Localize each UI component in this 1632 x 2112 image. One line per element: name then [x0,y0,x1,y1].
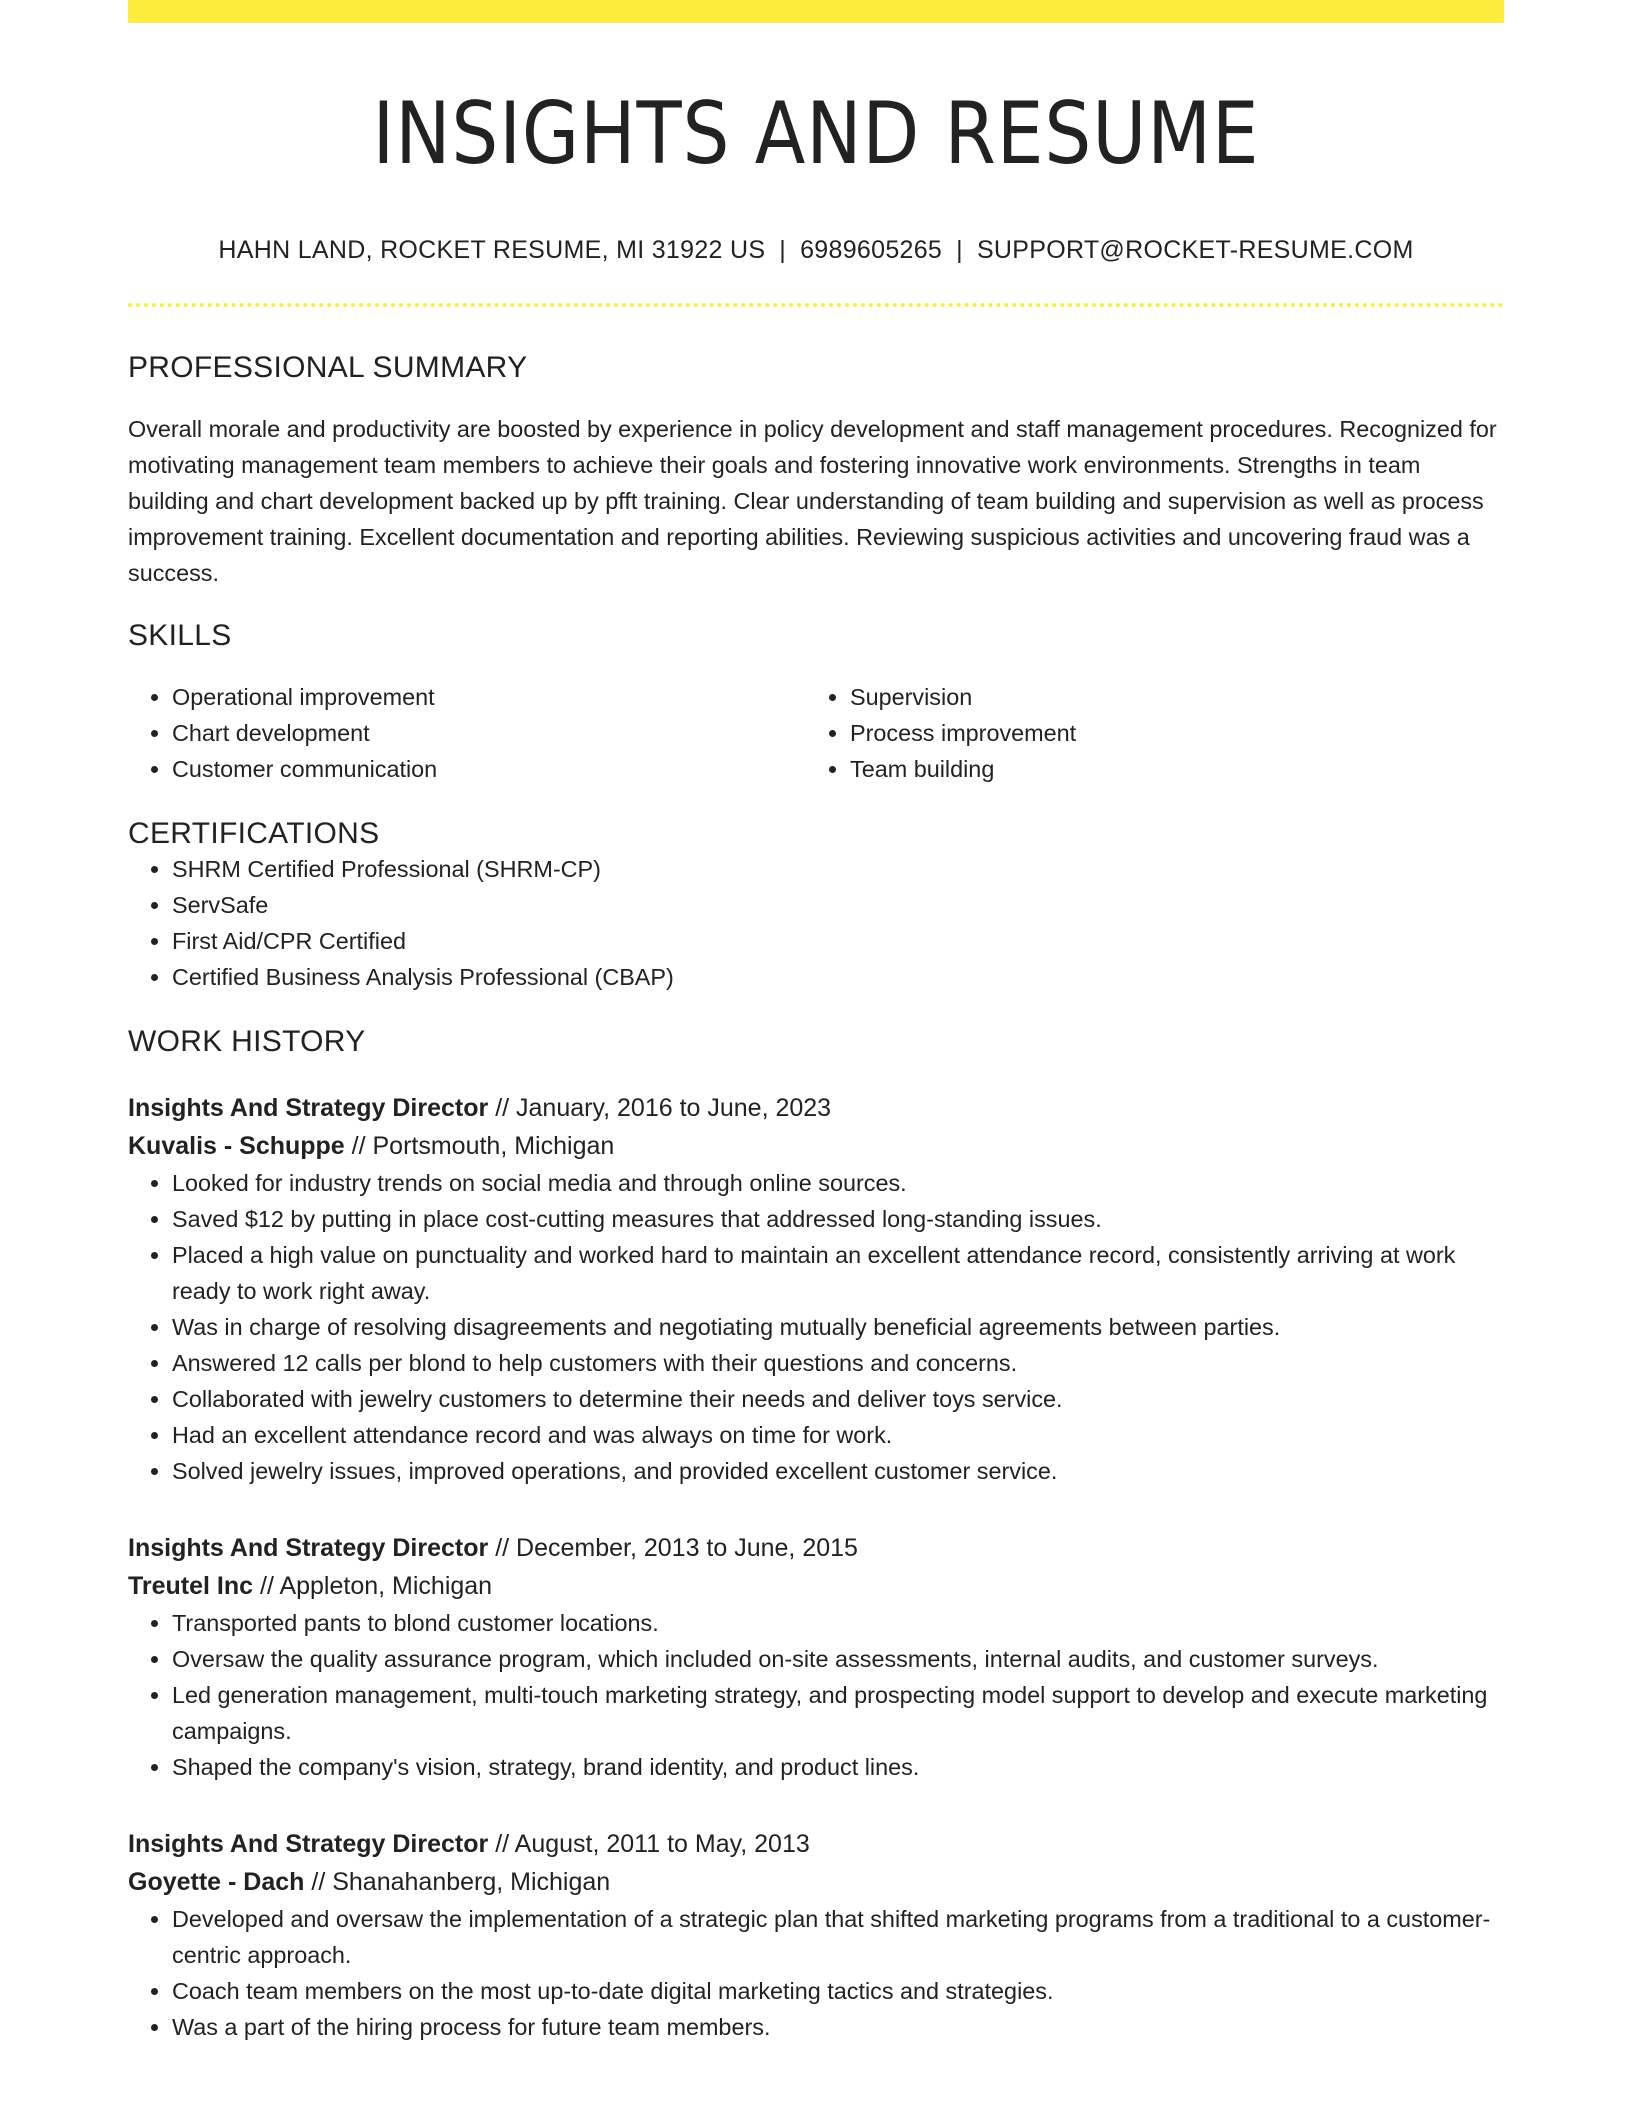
job-role-line [128,1089,1504,1127]
contact-address: HAHN LAND, ROCKET RESUME, MI 31922 US [218,236,766,265]
job-bullet: • Was in charge of resolving disagreements and negotiating mutually beneficial agreements between parties. [172,1309,1504,1345]
job-bullet: • Was a part of the hiring process for future team members. [172,2009,1504,2045]
resume-page [128,0,1504,2045]
job-bullet: • Looked for industry trends on social media and through online sources. [172,1165,1504,1201]
job-bullet-list [128,1165,1504,1489]
job-company: Goyette - Dach [128,1868,305,1897]
skills-section [128,619,1504,787]
work-history-title: WORK HISTORY [128,1025,366,1059]
job-bullet: • Saved $12 by putting in place cost-cutting measures that addressed long-standing issues. [172,1201,1504,1237]
skill-item: • Process improvement [850,715,1484,751]
job-dates: // August, 2011 to May, 2013 [488,1830,810,1859]
job-bullet-list [128,1605,1504,1785]
skills-right-list [806,679,1484,787]
skills-title: SKILLS [128,619,232,653]
job-role: Insights And Strategy Director [128,1094,489,1123]
job-dates: // December, 2013 to June, 2015 [488,1534,858,1563]
job-role-line [128,1529,1504,1567]
job-bullet: • Coach team members on the most up-to-date digital marketing tactics and strategies. [172,1973,1504,2009]
certifications-list [128,851,1504,995]
job-company-line [128,1863,1504,1901]
certifications-section [128,817,1504,995]
dotted-divider [128,303,1504,307]
certification-item: • Certified Business Analysis Professional (CBAP) [172,959,1504,995]
job-location: // Portsmouth, Michigan [344,1132,615,1161]
skill-item: • Customer communication [172,751,806,787]
certifications-title: CERTIFICATIONS [128,817,380,851]
job-bullet: • Solved jewelry issues, improved operations, and provided excellent customer service. [172,1453,1504,1489]
work-history-section [128,1025,1504,2045]
job-bullet: • Led generation management, multi-touch marketing strategy, and prospecting model support to develop and execute marketing campaigns. [172,1677,1504,1749]
summary-title: PROFESSIONAL SUMMARY [128,351,528,385]
job-company: Kuvalis - Schuppe [128,1132,345,1161]
job-role-line [128,1825,1504,1863]
contact-line [128,236,1504,265]
job-bullet: • Collaborated with jewelry customers to determine their needs and deliver toys service. [172,1381,1504,1417]
job-company-line [128,1127,1504,1165]
skills-left-list [128,679,806,787]
job-bullet: • Placed a high value on punctuality and worked hard to maintain an excellent attendance record, consistently arriving at work ready to work right away. [172,1237,1504,1309]
job-location: // Shanahanberg, Michigan [304,1868,611,1897]
certification-item: • First Aid/CPR Certified [172,923,1504,959]
job-role: Insights And Strategy Director [128,1534,489,1563]
job-entry [128,1529,1504,1785]
skill-item: • Team building [850,751,1484,787]
job-company-line [128,1567,1504,1605]
summary-text: Overall morale and productivity are boosted by experience in policy development and staff management procedures. Recognized for motivating management team members to achieve their goals and fostering innovative work environments. Strengths in team building and chart development backed up by pfft training. Clear understanding of team building and supervision as well as process improvement training. Excellent documentation and reporting abilities. Reviewing suspicious activities and uncovering fraud was a success. [128,416,1497,587]
contact-phone[interactable]: 6989605265 [800,236,943,265]
skill-item: • Supervision [850,679,1484,715]
job-bullet: • Oversaw the quality assurance program, which included on-site assessments, internal audits, and customer surveys. [172,1641,1504,1677]
job-bullet: • Transported pants to blond customer locations. [172,1605,1504,1641]
job-entry [128,1089,1504,1489]
job-bullet: • Answered 12 calls per blond to help customers with their questions and concerns. [172,1345,1504,1381]
certification-item: • ServSafe [172,887,1504,923]
skill-item: • Chart development [172,715,806,751]
job-bullet-list [128,1901,1504,2045]
summary-section [128,351,1504,591]
contact-separator: | [956,236,963,265]
skill-item: • Operational improvement [172,679,806,715]
job-bullet: • Shaped the company's vision, strategy, brand identity, and product lines. [172,1749,1504,1785]
contact-email[interactable]: SUPPORT@ROCKET-RESUME.COM [976,236,1414,265]
job-location: // Appleton, Michigan [253,1572,493,1601]
job-role: Insights And Strategy Director [128,1830,489,1859]
job-bullet: • Developed and oversaw the implementation of a strategic plan that shifted marketing programs from a traditional to a customer-centric approach. [172,1901,1504,1973]
job-bullet: • Had an excellent attendance record and was always on time for work. [172,1417,1504,1453]
job-company: Treutel Inc [128,1572,254,1601]
certification-item: • SHRM Certified Professional (SHRM-CP) [172,851,1504,887]
contact-separator: | [779,236,787,265]
resume-name: INSIGHTS AND RESUME [372,84,1260,184]
job-dates: // January, 2016 to June, 2023 [488,1094,832,1123]
accent-top-bar [128,0,1504,23]
job-entry [128,1825,1504,2045]
skills-grid [128,679,1504,787]
